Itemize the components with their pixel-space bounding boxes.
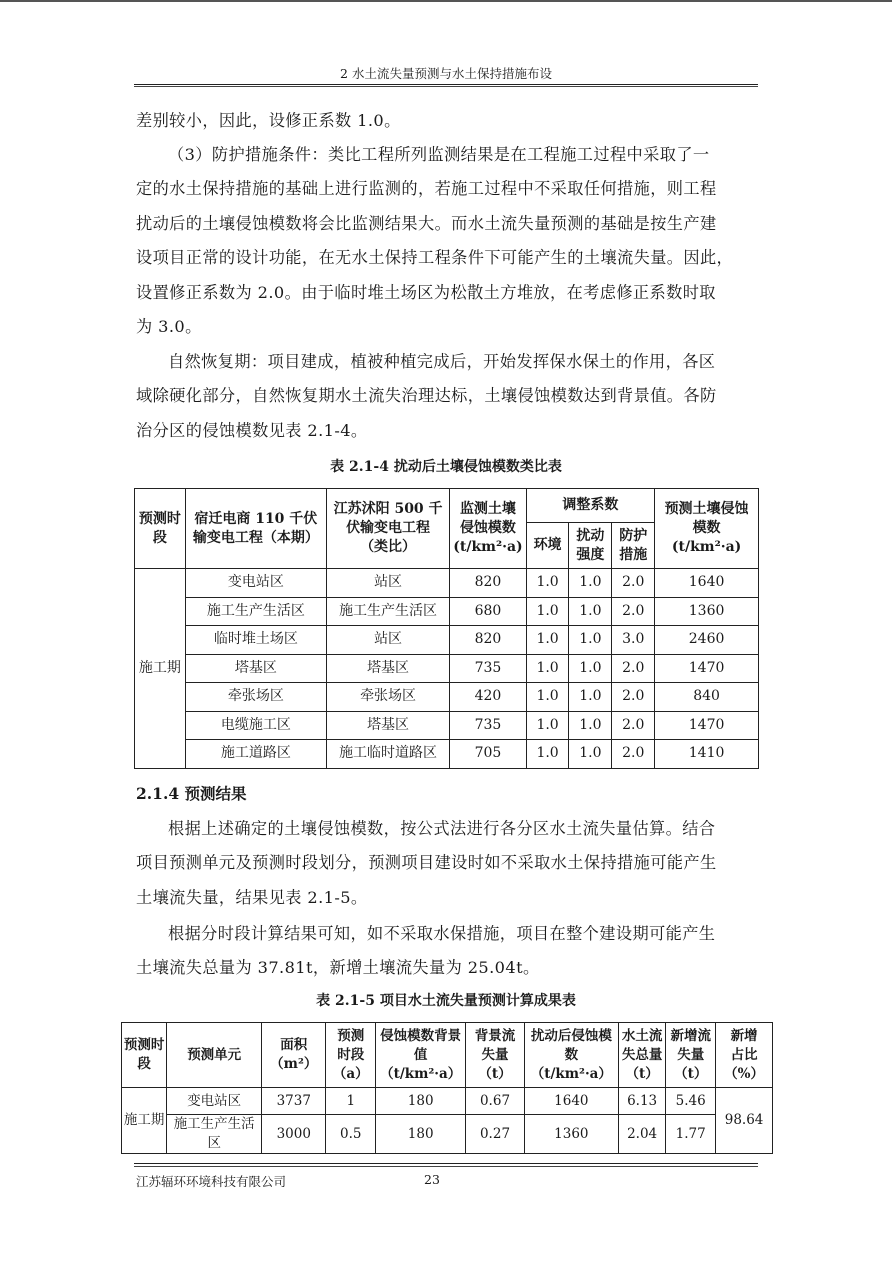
- table-cell: 2460: [655, 626, 759, 655]
- header-protection: 防护措施: [612, 523, 655, 569]
- section-heading: 2.1.4 预测结果: [136, 784, 247, 803]
- table-cell: 1.0: [526, 683, 569, 712]
- table-cell: 1.0: [569, 597, 612, 626]
- table-cell: 2.0: [612, 683, 655, 712]
- table-cell: 2.0: [612, 711, 655, 740]
- table-cell: 施工道路区: [185, 740, 326, 769]
- footer-rule: [134, 1163, 758, 1164]
- table-cell: 施工生产生活区: [185, 597, 326, 626]
- text-line: 差别较小，因此，设修正系数 1.0。: [136, 111, 401, 130]
- table-cell: 1360: [524, 1115, 618, 1154]
- table-cell: 2.0: [612, 597, 655, 626]
- table-caption: 表 2.1-4 扰动后土壤侵蚀模数类比表: [330, 459, 562, 475]
- table-cell: 牵张场区: [185, 683, 326, 712]
- table-cell: 1.0: [569, 711, 612, 740]
- header-total-loss: 水土流失总量 （t）: [618, 1023, 665, 1088]
- table-cell: 820: [450, 569, 526, 598]
- table-row: [135, 740, 759, 769]
- text-line: 土壤流失总量为 37.81t，新增土壤流失量为 25.04t。: [136, 958, 540, 978]
- table-cell: 站区: [326, 626, 449, 655]
- running-header: 2 水土流失量预测与水土保持措施布设: [340, 66, 552, 81]
- text-line: 设置修正系数为 2.0。由于临时堆土场区为松散土方堆放，在考虑修正系数时取: [136, 282, 716, 302]
- table-cell: 1.0: [526, 740, 569, 769]
- table-cell: 820: [450, 626, 526, 655]
- table-row: [135, 683, 759, 712]
- header-rule: [134, 84, 758, 85]
- table-cell: 2.0: [612, 654, 655, 683]
- table-cell: 1.77: [666, 1115, 716, 1154]
- header-analog-project: 江苏沭阳 500 千伏输变电工程（类比）: [326, 489, 449, 569]
- table-cell: 1.0: [569, 626, 612, 655]
- header-new-ratio: 新增占比 （%）: [716, 1023, 773, 1088]
- table-cell: 1.0: [526, 597, 569, 626]
- table-cell: 2.04: [618, 1115, 665, 1154]
- table-cell: 0.5: [326, 1115, 376, 1154]
- header-background-modulus: 侵蚀模数背景值 （t/km²·a）: [376, 1023, 466, 1088]
- text-line: 定的水土保持措施的基础上进行监测的，若施工过程中不采取任何措施，则工程: [136, 179, 717, 199]
- footer-rule-thin: [134, 1166, 758, 1167]
- paragraph-4: [136, 812, 758, 915]
- text-line: （3）防护措施条件：类比工程所列监测结果是在工程施工过程中采取了一: [168, 145, 710, 164]
- table-cell: 2.0: [612, 740, 655, 769]
- table-cell: 0.67: [466, 1088, 524, 1115]
- erosion-modulus-table: [134, 488, 759, 769]
- table-row: [135, 654, 759, 683]
- table-cell: 1640: [655, 569, 759, 598]
- table-cell: 2.0: [612, 569, 655, 598]
- table-cell: 1360: [655, 597, 759, 626]
- table-cell: 705: [450, 740, 526, 769]
- table-cell: 735: [450, 654, 526, 683]
- table-cell: 1.0: [526, 711, 569, 740]
- table-cell: 840: [655, 683, 759, 712]
- table-cell: 1640: [524, 1088, 618, 1115]
- paragraph-1: [136, 104, 758, 138]
- period-cell: 施工期: [135, 569, 186, 769]
- page-top-border: [0, 0, 892, 2]
- header-period: 预测时段: [122, 1023, 167, 1088]
- paragraph-3: [136, 345, 758, 448]
- table-cell: 牵张场区: [326, 683, 449, 712]
- header-environment: 环境: [526, 523, 569, 569]
- table-cell: 1.0: [569, 683, 612, 712]
- table-cell: 站区: [326, 569, 449, 598]
- table-cell: 420: [450, 683, 526, 712]
- header-disturbance: 扰动强度: [569, 523, 612, 569]
- text-line: 域除硬化部分，自然恢复期水土流失治理达标，土壤侵蚀模数达到背景值。各防: [136, 386, 717, 406]
- table-cell: 1.0: [526, 626, 569, 655]
- paragraph-2: [136, 138, 758, 344]
- header-area: 面积 （m²）: [262, 1023, 326, 1088]
- header-background-loss: 背景流失量 （t）: [466, 1023, 524, 1088]
- header-new-loss: 新增流失量 （t）: [666, 1023, 716, 1088]
- header-predict-modulus: 预测土壤侵蚀模数(t/km²·a): [655, 489, 759, 569]
- text-line: 为 3.0。: [136, 316, 202, 336]
- table-cell: 0.27: [466, 1115, 524, 1154]
- table-cell: 735: [450, 711, 526, 740]
- table-cell: 180: [376, 1088, 466, 1115]
- table-row: [135, 569, 759, 598]
- header-monitor-modulus: 监测土壤侵蚀模数 (t/km²·a): [450, 489, 526, 569]
- table-row: [135, 711, 759, 740]
- period-cell: 施工期: [122, 1088, 167, 1154]
- table-cell: 施工临时道路区: [326, 740, 449, 769]
- text-line: 根据分时段计算结果可知，如不采取水保措施，项目在整个建设期可能产生: [168, 924, 716, 943]
- table-cell: 1: [326, 1088, 376, 1115]
- header-prediction-unit: 预测单元: [167, 1023, 262, 1088]
- table-cell: 1410: [655, 740, 759, 769]
- header-disturbed-modulus: 扰动后侵蚀模数 （t/km²·a）: [524, 1023, 618, 1088]
- table-cell: 施工生产生活区: [167, 1115, 262, 1154]
- table-cell: 3.0: [612, 626, 655, 655]
- text-line: 根据上述确定的土壤侵蚀模数，按公式法进行各分区水土流失量估算。结合: [168, 819, 716, 838]
- text-line: 设项目正常的设计功能，在无水土保持工程条件下可能产生的土壤流失量。因此，: [136, 248, 734, 268]
- table-row: [135, 597, 759, 626]
- page-number: 23: [424, 1172, 440, 1187]
- table-cell: 680: [450, 597, 526, 626]
- footer-company: 江苏辐环环境科技有限公司: [136, 1174, 287, 1189]
- table-cell: 变电站区: [185, 569, 326, 598]
- table-row: [122, 1088, 773, 1115]
- table-cell: 1470: [655, 654, 759, 683]
- header-prediction-time: 预测时段 （a）: [326, 1023, 376, 1088]
- text-line: 土壤流失量，结果见表 2.1-5。: [136, 887, 368, 907]
- table-caption: 表 2.1-5 项目水土流失量预测计算成果表: [316, 993, 576, 1009]
- header-adjust-coefficients: 调整系数: [526, 489, 654, 523]
- paragraph-5: [136, 917, 758, 986]
- table-cell: 1.0: [569, 654, 612, 683]
- table-cell: 1.0: [569, 740, 612, 769]
- soil-loss-prediction-table: [121, 1022, 773, 1154]
- header-period: 预测时段: [135, 489, 186, 569]
- table-cell: 1.0: [526, 569, 569, 598]
- table-cell: 1470: [655, 711, 759, 740]
- table-cell: 塔基区: [185, 654, 326, 683]
- table-cell: 临时堆土场区: [185, 626, 326, 655]
- table-cell: 3737: [262, 1088, 326, 1115]
- table-cell: 塔基区: [326, 711, 449, 740]
- table-cell: 5.46: [666, 1088, 716, 1115]
- table-cell: 施工生产生活区: [326, 597, 449, 626]
- table-cell: 塔基区: [326, 654, 449, 683]
- table-cell: 3000: [262, 1115, 326, 1154]
- table-cell: 变电站区: [167, 1088, 262, 1115]
- table-cell: 1.0: [526, 654, 569, 683]
- table-cell: 电缆施工区: [185, 711, 326, 740]
- table-row: [122, 1115, 773, 1154]
- ratio-cell: 98.64: [716, 1088, 773, 1154]
- text-line: 自然恢复期：项目建成，植被种植完成后，开始发挥保水保土的作用，各区: [168, 352, 716, 371]
- table-cell: 6.13: [618, 1088, 665, 1115]
- table-cell: 180: [376, 1115, 466, 1154]
- text-line: 扰动后的土壤侵蚀模数将会比监测结果大。而水土流失量预测的基础是按生产建: [136, 213, 717, 233]
- table-row: [135, 626, 759, 655]
- text-line: 项目预测单元及预测时段划分，预测项目建设时如不采取水土保持措施可能产生: [136, 853, 717, 873]
- table-cell: 1.0: [569, 569, 612, 598]
- text-line: 治分区的侵蚀模数见表 2.1-4。: [136, 420, 368, 440]
- header-rule-thin: [134, 86, 758, 87]
- header-project: 宿迁电商 110 千伏输变电工程（本期）: [185, 489, 326, 569]
